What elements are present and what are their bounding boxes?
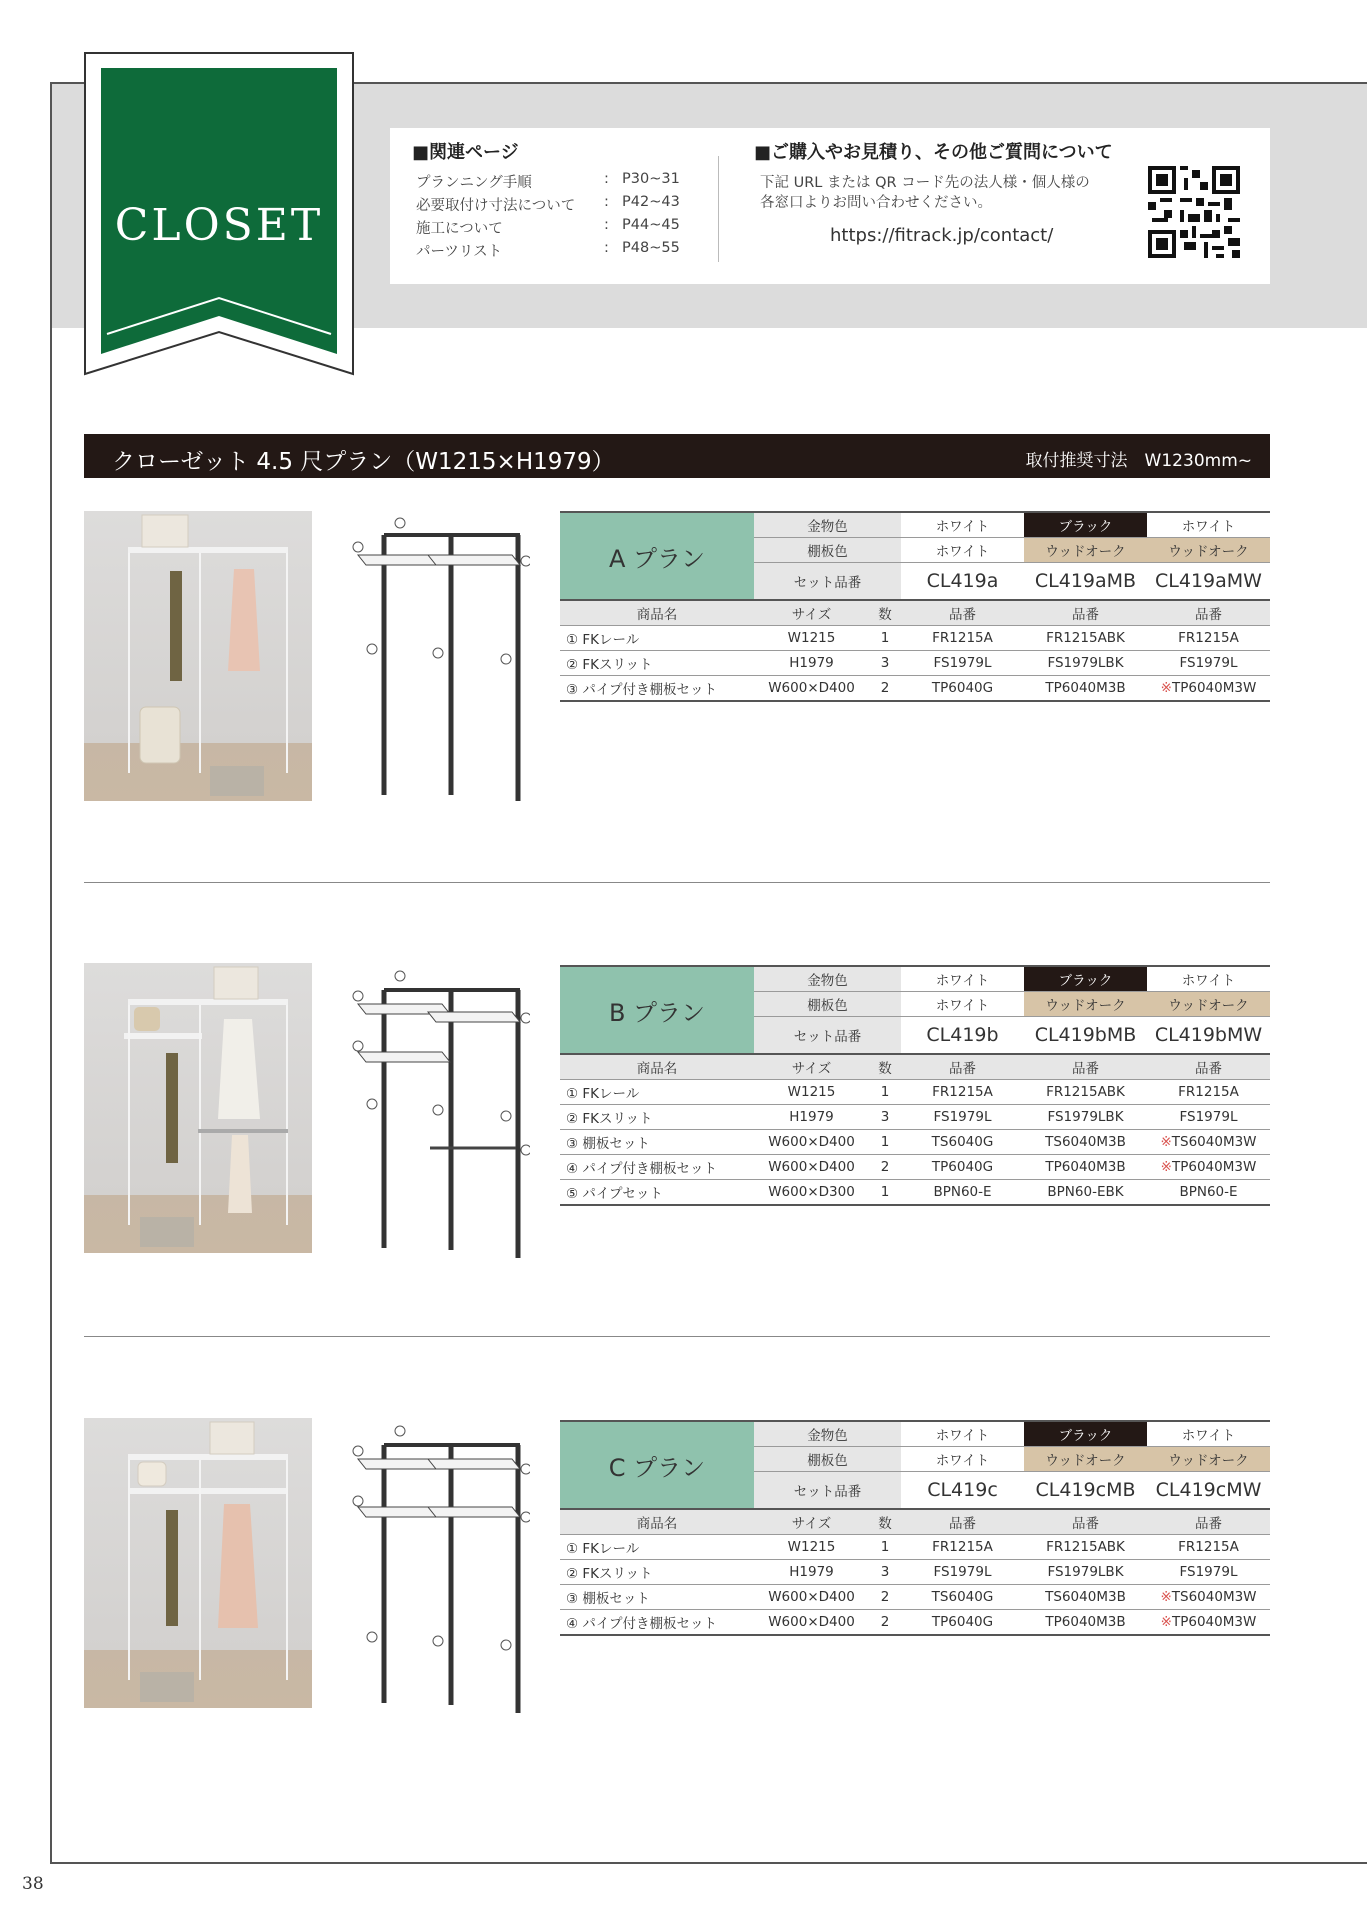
related-colon: : [604,240,609,256]
plan-b-diagram [350,970,530,1270]
part-no-text: TS6040M3W [1171,1589,1257,1605]
table-row [560,676,1270,702]
plan-c-photo-illustration [84,1418,312,1708]
color-white: ホワイト [901,512,1024,538]
contact-url[interactable]: https://fitrack.jp/contact/ [830,225,1054,246]
table-row [560,1080,1270,1105]
part-size: W600×D400 [754,1130,869,1155]
part-name: ① FKレール [560,626,754,651]
related-item: プランニング手順 [416,175,532,191]
plan-c-table [560,1420,1270,1636]
plan-b-photo [84,963,312,1253]
color-white: ホワイト [1147,512,1270,538]
part-no-text: FS1979L [1179,655,1238,671]
col-size: サイズ [754,1054,869,1080]
plan-c-name: C プラン [560,1421,754,1509]
part-marker-2 [367,1099,377,1109]
col-name: 商品名 [560,1509,754,1535]
part-qty: 1 [869,1535,901,1560]
section-title: クローゼット 4.5 尺プラン（W1215×H1979） [112,449,615,475]
part-qty: 1 [869,1180,901,1206]
part-no [1147,1080,1270,1105]
plan-a-diagram [350,515,530,815]
col-qty: 数 [869,1509,901,1535]
part-no: TP6040G [901,1610,1024,1636]
metal-color-label: 金物色 [754,1421,901,1447]
part-marker-2 [433,1105,443,1115]
part-name: ③ 棚板セット [560,1585,754,1610]
part-no [1147,1180,1270,1206]
color-wood: ウッドオーク [1024,1447,1147,1472]
color-white: ホワイト [901,1421,1024,1447]
part-no [1147,651,1270,676]
part-size: H1979 [754,1560,869,1585]
related-colon: : [604,194,609,210]
color-white: ホワイト [1147,966,1270,992]
part-marker-1 [395,971,405,981]
part-marker-2 [367,1632,377,1642]
color-wood: ウッドオーク [1024,992,1147,1017]
closet-ribbon [84,52,354,376]
part-name: ③ パイプ付き棚板セット [560,676,754,702]
part-qty: 1 [869,1130,901,1155]
divider [84,1336,1270,1337]
shelf-color-label: 棚板色 [754,538,901,563]
part-marker-2 [433,1636,443,1646]
color-wood: ウッドオーク [1147,538,1270,563]
divider [84,882,1270,883]
table-row [560,1535,1270,1560]
part-no-text: TP6040M3W [1171,680,1257,696]
part-name: ② FKスリット [560,1105,754,1130]
part-marker-4 [521,1512,530,1522]
part-marker-1 [395,1426,405,1436]
part-no: FS1979LBK [1024,651,1147,676]
set-code: CL419b [901,1017,1024,1055]
color-black: ブラック [1024,512,1147,538]
part-qty: 3 [869,651,901,676]
plan-a-table [560,511,1270,702]
part-no-text: TP6040M3W [1171,1159,1257,1175]
part-marker-3 [353,1446,363,1456]
part-size: W600×D400 [754,1610,869,1636]
part-no: FS1979LBK [1024,1560,1147,1585]
contact-text: 各窓口よりお問い合わせください。 [760,195,992,211]
part-marker-3 [353,542,363,552]
part-qty: 2 [869,1610,901,1636]
part-no: FS1979L [901,651,1024,676]
part-name: ④ パイプ付き棚板セット [560,1155,754,1180]
table-row [560,651,1270,676]
col-part: 品番 [1024,1509,1147,1535]
part-no: FS1979L [901,1105,1024,1130]
plan-b-name: B プラン [560,966,754,1054]
table-row [560,626,1270,651]
part-no: TP6040G [901,676,1024,702]
color-wood: ウッドオーク [1147,1447,1270,1472]
col-qty: 数 [869,600,901,626]
part-no-text: FS1979L [1179,1109,1238,1125]
set-code: CL419aMB [1024,563,1147,601]
part-size: H1979 [754,651,869,676]
part-marker-3 [521,1464,530,1474]
part-no: FS1979LBK [1024,1105,1147,1130]
part-size: W600×D400 [754,1155,869,1180]
info-box [390,128,1270,284]
part-no-text: BPN60-E [1179,1184,1238,1200]
col-part: 品番 [1024,600,1147,626]
table-row [560,1155,1270,1180]
brand-logo: CLOSET [114,200,324,251]
part-marker-2 [501,1640,511,1650]
note-mark: ※ [1160,680,1172,696]
part-name: ② FKスリット [560,1560,754,1585]
part-no: BPN60-EBK [1024,1180,1147,1206]
part-no: TP6040M3B [1024,676,1147,702]
col-size: サイズ [754,1509,869,1535]
color-black: ブラック [1024,966,1147,992]
col-part: 品番 [1147,600,1270,626]
part-size: W600×D400 [754,676,869,702]
col-part: 品番 [1147,1509,1270,1535]
part-qty: 2 [869,1585,901,1610]
color-wood: ウッドオーク [1147,992,1270,1017]
color-wood: ウッドオーク [1024,538,1147,563]
part-qty: 1 [869,1080,901,1105]
part-no [1147,1610,1270,1636]
part-marker-2 [501,654,511,664]
contact-title: ■ご購入やお見積り、その他ご質問について [754,142,1113,163]
shelf-color-label: 棚板色 [754,1447,901,1472]
part-name: ⑤ パイプセット [560,1180,754,1206]
col-part: 品番 [1147,1054,1270,1080]
set-code-label: セット品番 [754,1017,901,1055]
table-row [560,1585,1270,1610]
related-colon: : [604,217,609,233]
related-item: 必要取付け寸法について [416,198,576,214]
page-number: 38 [22,1874,44,1894]
part-marker-4 [521,1013,530,1023]
part-marker-4 [353,1496,363,1506]
plan-a-photo [84,511,312,801]
set-code-label: セット品番 [754,1472,901,1510]
note-mark: ※ [1160,1614,1172,1630]
metal-color-label: 金物色 [754,966,901,992]
part-qty: 2 [869,676,901,702]
part-no-text: TS6040M3W [1171,1134,1257,1150]
related-page: P44~45 [622,217,680,233]
part-qty: 3 [869,1105,901,1130]
related-colon: : [604,171,609,187]
table-row [560,1130,1270,1155]
part-qty: 1 [869,626,901,651]
part-no [1147,1130,1270,1155]
part-marker-1 [395,518,405,528]
part-no: FS1979L [901,1560,1024,1585]
note-mark: ※ [1160,1159,1172,1175]
part-name: ② FKスリット [560,651,754,676]
install-dimension: 取付推奨寸法 W1230mm~ [1025,451,1252,471]
set-code: CL419cMB [1024,1472,1147,1510]
related-page: P48~55 [622,240,680,256]
plan-c-photo [84,1418,312,1708]
part-marker-2 [367,644,377,654]
part-no [1147,1585,1270,1610]
part-no [1147,1560,1270,1585]
table-row [560,1180,1270,1206]
color-white: ホワイト [901,1447,1024,1472]
part-no-text: FS1979L [1179,1564,1238,1580]
set-code: CL419bMW [1147,1017,1270,1055]
set-code: CL419a [901,563,1024,601]
part-name: ④ パイプ付き棚板セット [560,1610,754,1636]
related-item: 施工について [416,221,503,237]
part-no: FR1215ABK [1024,1535,1147,1560]
color-white: ホワイト [901,992,1024,1017]
part-name: ③ 棚板セット [560,1130,754,1155]
part-no [1147,626,1270,651]
part-no-text: FR1215A [1178,1084,1239,1100]
part-no: FR1215A [901,1080,1024,1105]
table-row [560,1105,1270,1130]
contact-text: 下記 URL または QR コード先の法人様・個人様の [760,175,1090,191]
plan-c-diagram [350,1425,530,1725]
part-no: FR1215ABK [1024,1080,1147,1105]
set-code: CL419cMW [1147,1472,1270,1510]
set-code: CL419bMB [1024,1017,1147,1055]
part-no [1147,1155,1270,1180]
part-marker-3 [521,556,530,566]
part-no-text: FR1215A [1178,1539,1239,1555]
part-no: TP6040M3B [1024,1155,1147,1180]
part-name: ① FKレール [560,1535,754,1560]
part-size: W600×D400 [754,1585,869,1610]
note-mark: ※ [1160,1134,1172,1150]
col-part: 品番 [901,1054,1024,1080]
col-part: 品番 [901,1509,1024,1535]
color-white: ホワイト [1147,1421,1270,1447]
part-no: TP6040M3B [1024,1610,1147,1636]
part-size: W600×D300 [754,1180,869,1206]
part-name: ① FKレール [560,1080,754,1105]
part-no: TS6040M3B [1024,1130,1147,1155]
col-size: サイズ [754,600,869,626]
part-no: TS6040G [901,1585,1024,1610]
table-row [560,1610,1270,1636]
col-part: 品番 [901,600,1024,626]
set-code: CL419aMW [1147,563,1270,601]
part-qty: 3 [869,1560,901,1585]
part-marker-2 [501,1111,511,1121]
part-no: FR1215ABK [1024,626,1147,651]
part-size: W1215 [754,1535,869,1560]
section-header [84,434,1270,478]
table-row [560,1560,1270,1585]
qr-code-icon[interactable] [1148,166,1240,258]
note-mark: ※ [1160,1589,1172,1605]
part-marker-4 [353,1041,363,1051]
related-item: パーツリスト [416,244,503,260]
related-title: ■関連ページ [412,142,519,163]
set-code: CL419c [901,1472,1024,1510]
part-size: W1215 [754,626,869,651]
part-marker-3 [353,991,363,1001]
col-name: 商品名 [560,600,754,626]
col-part: 品番 [1024,1054,1147,1080]
part-qty: 2 [869,1155,901,1180]
part-marker-5 [521,1145,530,1155]
part-no [1147,676,1270,702]
part-no: FR1215A [901,1535,1024,1560]
color-white: ホワイト [901,966,1024,992]
color-black: ブラック [1024,1421,1147,1447]
part-no [1147,1105,1270,1130]
set-code-label: セット品番 [754,563,901,601]
part-no: TS6040M3B [1024,1585,1147,1610]
plan-b-table [560,965,1270,1206]
plan-a-name: A プラン [560,512,754,600]
part-no: FR1215A [901,626,1024,651]
plan-b-photo-illustration [84,963,312,1253]
part-no-text: FR1215A [1178,630,1239,646]
part-no-text: TP6040M3W [1171,1614,1257,1630]
part-size: H1979 [754,1105,869,1130]
part-no: BPN60-E [901,1180,1024,1206]
part-no [1147,1535,1270,1560]
col-name: 商品名 [560,1054,754,1080]
part-marker-2 [433,648,443,658]
related-page: P42~43 [622,194,680,210]
related-page: P30~31 [622,171,680,187]
col-qty: 数 [869,1054,901,1080]
metal-color-label: 金物色 [754,512,901,538]
info-divider [718,156,719,262]
shelf-color-label: 棚板色 [754,992,901,1017]
part-no: TS6040G [901,1130,1024,1155]
part-size: W1215 [754,1080,869,1105]
plan-a-photo-illustration [84,511,312,801]
color-white: ホワイト [901,538,1024,563]
part-no: TP6040G [901,1155,1024,1180]
